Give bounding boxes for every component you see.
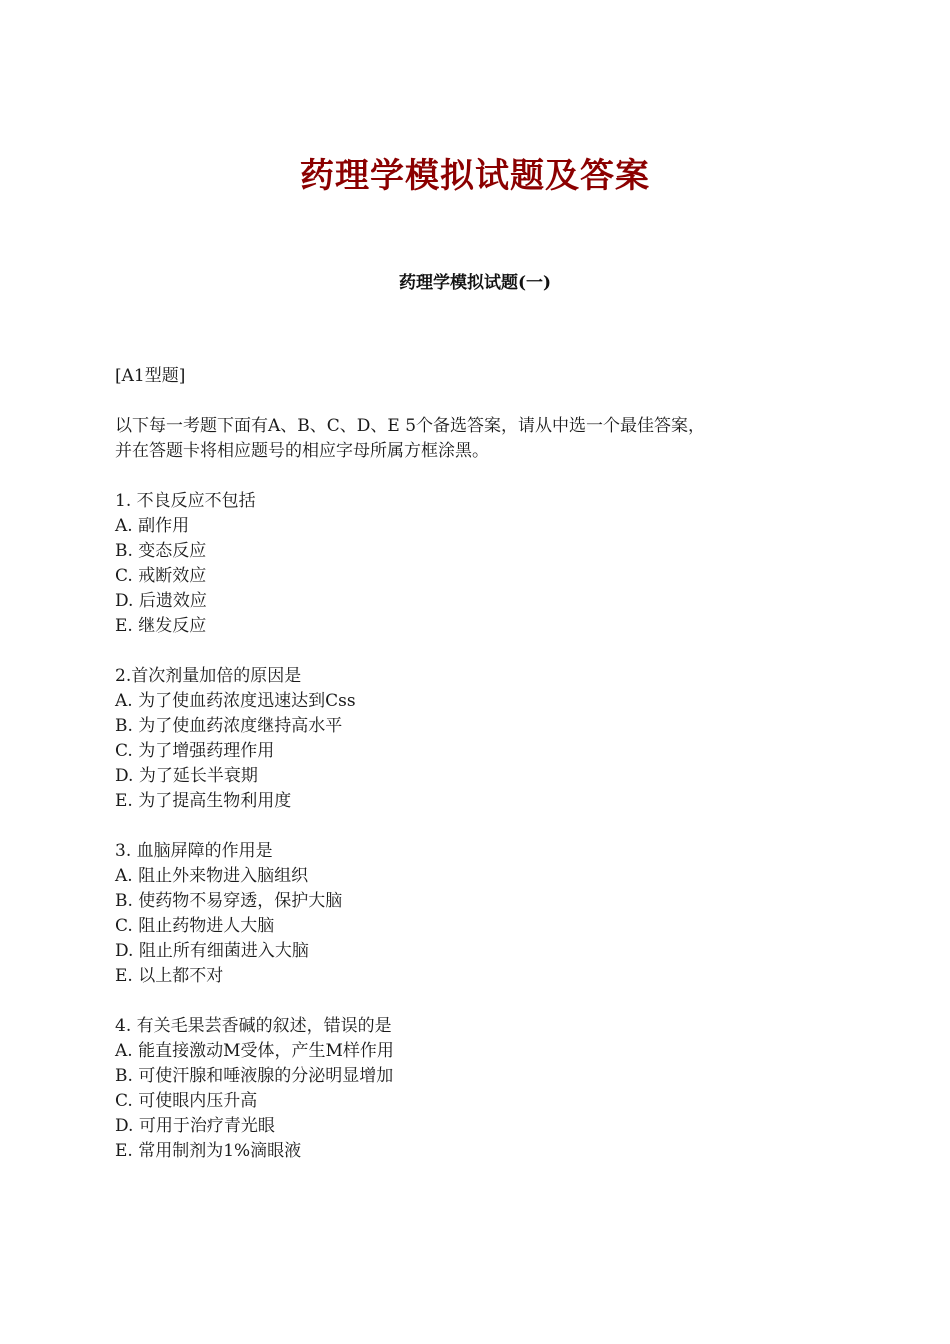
document-subtitle: 药理学模拟试题(一) — [398, 273, 552, 293]
option-e: E. 以上都不对 — [115, 966, 224, 986]
option-d: D. 后遗效应 — [115, 591, 207, 611]
option-a: A. 阻止外来物进入脑组织 — [115, 866, 309, 886]
question-4 — [115, 1014, 835, 1164]
question-2 — [115, 664, 835, 814]
document-body — [115, 364, 835, 1164]
question-stem: 2.首次剂量加倍的原因是 — [115, 666, 302, 686]
instructions-line-2: 并在答题卡将相应题号的相应字母所属方框涂黑。 — [115, 441, 489, 461]
option-e: E. 为了提高生物利用度 — [115, 791, 292, 811]
option-e: E. 继发反应 — [115, 616, 207, 636]
option-c: C. 可使眼内压升高 — [115, 1091, 258, 1111]
option-d: D. 阻止所有细菌进入大脑 — [115, 941, 309, 961]
option-c: C. 为了增强药理作用 — [115, 741, 275, 761]
question-stem: 1. 不良反应不包括 — [115, 491, 256, 511]
option-c: C. 戒断效应 — [115, 566, 207, 586]
option-b: B. 使药物不易穿透，保护大脑 — [115, 891, 343, 911]
instructions-line-1: 以下每一考题下面有A、B、C、D、E 5个备选答案，请从中选一个最佳答案， — [115, 416, 706, 436]
question-1 — [115, 489, 835, 639]
question-stem: 3. 血脑屏障的作用是 — [115, 841, 273, 861]
option-d: D. 为了延长半衰期 — [115, 766, 258, 786]
question-stem: 4. 有关毛果芸香碱的叙述，错误的是 — [115, 1016, 392, 1036]
option-d: D. 可用于治疗青光眼 — [115, 1116, 275, 1136]
option-b: B. 为了使血药浓度继持高水平 — [115, 716, 343, 736]
option-e: E. 常用制剂为1%滴眼液 — [115, 1141, 302, 1161]
option-b: B. 变态反应 — [115, 541, 207, 561]
section-label: [A1型题] — [115, 366, 186, 386]
document-title: 药理学模拟试题及答案 — [300, 156, 650, 196]
option-a: A. 副作用 — [115, 516, 190, 536]
option-a: A. 为了使血药浓度迅速达到Css — [115, 691, 356, 711]
option-b: B. 可使汗腺和唾液腺的分泌明显增加 — [115, 1066, 394, 1086]
question-3 — [115, 839, 835, 989]
option-a: A. 能直接激动M受体，产生M样作用 — [115, 1041, 394, 1061]
option-c: C. 阻止药物进人大脑 — [115, 916, 275, 936]
